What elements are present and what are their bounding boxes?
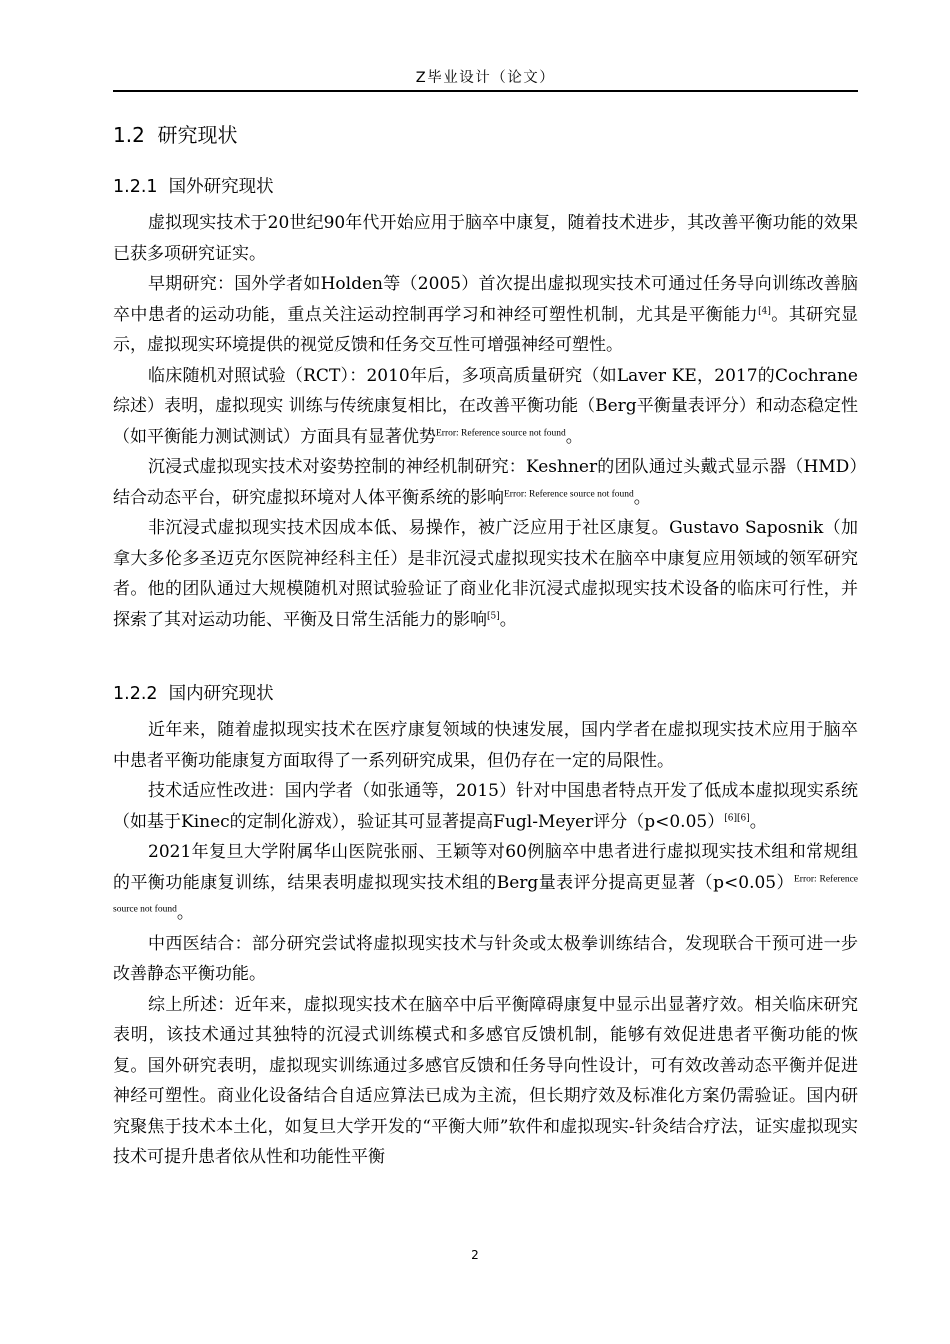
citation: [4]: [758, 305, 771, 316]
paragraph: [113, 452, 858, 513]
subsection-number: 1.2.2: [113, 684, 158, 704]
paragraph-text: 早期研究：国外学者如Holden等（2005）首次提出虚拟现实技术可通过任务导向训练改善脑卒中患者的运动功能，重点关注运动控制再学习和神经可塑性机制，尤其是平衡能力: [113, 274, 858, 325]
subsection-heading-foreign: [113, 173, 274, 198]
page-number: 2: [471, 1248, 479, 1262]
section-title: 研究现状: [157, 123, 238, 147]
running-header: Z毕业设计（论文）: [415, 70, 556, 86]
subsection-number: 1.2.1: [113, 177, 158, 197]
section-number: 1.2: [113, 123, 145, 147]
foreign-research-body: [113, 208, 858, 635]
paragraph: [113, 776, 858, 837]
subsection-heading-domestic: [113, 680, 274, 705]
paragraph: [113, 715, 858, 776]
paragraph-text: 。其研究显示，虚拟现实环境提供的视觉反馈和任务交互性可增强神经可塑性。: [113, 304, 859, 355]
paragraph: [113, 990, 858, 1173]
paragraph-text: 。: [499, 609, 517, 630]
paragraph: [113, 837, 858, 929]
citation-error: Error: Reference source not found: [504, 488, 634, 499]
paragraph-text: 近年来，随着虚拟现实技术在医疗康复领域的快速发展，国内学者在虚拟现实技术应用于脑卒中患者平衡功能康复方面取得了一系列研究成果，但仍存在一定的局限性。: [113, 720, 858, 771]
paragraph: [113, 929, 858, 990]
paragraph-text: 2021年复旦大学附属华山医院张丽、王颖等对60例脑卒中患者进行虚拟现实技术组和常规组的平衡功能康复训练，结果表明虚拟现实技术组的Berg量表评分提高更显著（p<0.05）: [113, 842, 858, 893]
citation-error: Error: Reference source not found: [436, 427, 566, 438]
paragraph-text: 技术适应性改进：国内学者（如张通等，2015）针对中国患者特点开发了低成本虚拟现实系统（如基于Kinec的定制化游戏），验证其可显著提高Fugl-Meyer评分（p<0.05）: [113, 781, 858, 832]
paragraph-text: 虚拟现实技术于20世纪90年代开始应用于脑卒中康复，随着技术进步，其改善平衡功能的效果已获多项研究证实。: [113, 213, 858, 264]
paragraph: [113, 361, 858, 453]
paragraph: [113, 208, 858, 269]
paragraph-text: 综上所述：近年来，虚拟现实技术在脑卒中后平衡障碍康复中显示出显著疗效。相关临床研究表明，该技术通过其独特的沉浸式训练模式和多感官反馈机制，能够有效促进患者平衡功能的恢复。国外研究表明，虚拟现实训练通过多感官反馈和任务导向性设计，可有效改善动态平衡并促进神经可塑性。商业化设备结合自适应算法已成为主流，但长期疗效及标准化方案仍需验证。国内研究聚焦于技术本土化，如复旦大学开发的“平衡大师”软件和虚拟现实-针灸结合疗法，证实虚拟现实技术可提升患者依从性和功能性平衡: [113, 994, 858, 1167]
header-rule: [113, 90, 858, 92]
paragraph: [113, 513, 858, 635]
paragraph-text: 。: [565, 426, 583, 447]
paragraph-text: 沉浸式虚拟现实技术对姿势控制的神经机制研究：Keshner的团队通过头戴式显示器（HMD）结合动态平台，研究虚拟环境对人体平衡系统的影响: [113, 457, 858, 508]
paragraph: [113, 269, 858, 361]
paragraph-text: 中西医结合：部分研究尝试将虚拟现实技术与针灸或太极拳训练结合，发现联合干预可进一步改善静态平衡功能。: [113, 933, 858, 984]
citation-error: Error: Reference source not found: [113, 873, 858, 915]
section-heading: [113, 119, 238, 148]
domestic-research-body: [113, 715, 858, 1173]
paragraph-text: 。: [749, 811, 767, 832]
paragraph-text: 。: [176, 903, 194, 923]
paragraph-text: 。: [633, 487, 651, 508]
subsection-title: 国外研究现状: [168, 177, 274, 197]
citation: [5]: [487, 610, 500, 621]
paragraph-text: 临床随机对照试验（RCT）：2010年后，多项高质量研究（如Laver KE，2017的Cochrane综述）表明，虚拟现实 训练与传统康复相比，在改善平衡功能（Berg平衡量表评分）和动态稳定性（如平衡能力测试测试）方面具有显著优势: [113, 365, 858, 447]
subsection-title: 国内研究现状: [168, 684, 274, 704]
paragraph-text: 非沉浸式虚拟现实技术因成本低、易操作，被广泛应用于社区康复。Gustavo Saposnik（加拿大多伦多圣迈克尔医院神经科主任）是非沉浸式虚拟现实技术在脑卒中康复应用领域的领军研究者。他的团队通过大规模随机对照试验验证了商业化非沉浸式虚拟现实技术设备的临床可行性，并探索了其对运动功能、平衡及日常生活能力的影响: [113, 518, 858, 630]
citation: [6][6]: [724, 812, 750, 823]
